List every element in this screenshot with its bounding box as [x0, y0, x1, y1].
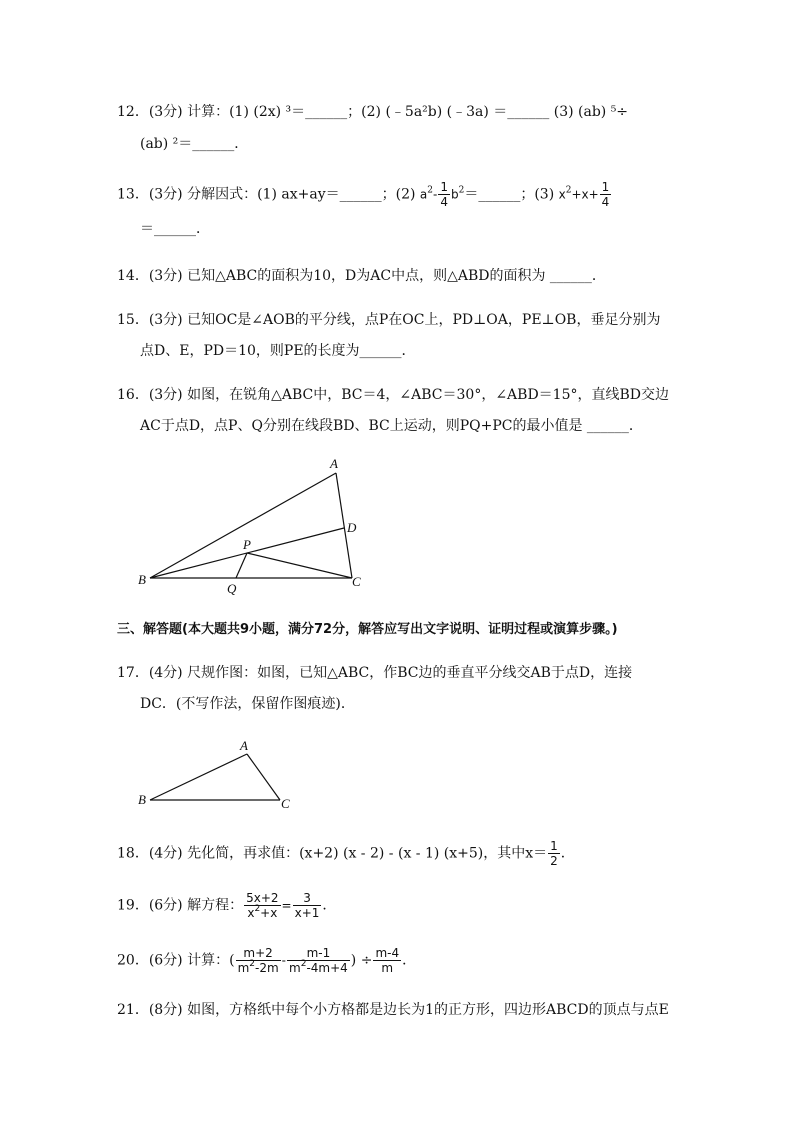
q13-p2-a: a [419, 187, 428, 202]
q17-segment-ac [247, 754, 280, 800]
q20-suffix: ． [402, 952, 417, 969]
q19-left-den-rest: +x [260, 906, 278, 920]
q20-prefix: 20．(6分) 计算：( [117, 952, 235, 969]
q16-label-q: Q [227, 581, 237, 596]
q13-p2-sup1: 2 [427, 185, 433, 196]
q18-line [117, 839, 575, 868]
q16-label-a: A [330, 456, 338, 471]
q16-segment-pq [236, 553, 247, 578]
q19-left-den-sup: 2 [254, 904, 261, 914]
q13-line1 [117, 180, 612, 209]
q17-segment-ba [150, 754, 247, 800]
q13-p2-sup2: 2 [458, 185, 465, 196]
q19-suffix: ． [322, 897, 337, 914]
q20-c-den: m [381, 961, 394, 975]
q17-label-c: C [281, 796, 290, 811]
q16-line1: 16．(3分) 如图，在锐角△ABC中，BC＝4，∠ABC＝30°，∠ABD＝15°，直线BD交边 [117, 387, 669, 403]
q13-p3-rest: +x+ [571, 187, 599, 202]
q17-line2: DC．(不写作法，保留作图痕迹)． [140, 696, 355, 712]
q18-den: 2 [550, 854, 558, 868]
q19-equals: = [281, 898, 292, 913]
q18-prefix: 18．(4分) 先化简，再求值：(x+2) (x - 2) - (x - 1) (x+5)，其中x＝ [117, 845, 548, 862]
q20-close: ) ÷ [350, 952, 373, 969]
q19-left-num: 5x+2 [246, 891, 279, 905]
q13-p3-num: 1 [601, 180, 610, 194]
q18-num: 1 [550, 839, 558, 853]
q13-p2-b: b [450, 187, 459, 202]
q19-right-fraction [293, 891, 322, 920]
q13-p3-x: x [558, 187, 566, 202]
q13-p3-den: 4 [601, 195, 610, 209]
q13-line2: ＝______． [140, 221, 210, 237]
q19-left-fraction [244, 891, 280, 920]
q16-label-b: B [138, 572, 146, 587]
q20-fraction-a [236, 946, 281, 975]
q20-line [117, 946, 416, 975]
q14-line: 14．(3分) 已知△ABC的面积为10，D为AC中点，则△ABD的面积为 ______． [117, 268, 606, 284]
q16-line2: AC于点D，点P、Q分别在线段BD、BC上运动，则PQ+PC的最小值是 ______． [140, 418, 643, 434]
q17-figure [130, 730, 300, 815]
q20-b-den-sup: 2 [300, 959, 307, 969]
q16-label-p: P [243, 537, 251, 552]
q16-label-d: D [347, 520, 357, 535]
q20-a-den-sup: 2 [249, 959, 255, 969]
q19-left-den-x: x [247, 906, 255, 920]
q19-prefix: 19．(6分) 解方程： [117, 897, 244, 914]
q15-line1: 15．(3分) 已知OC是∠AOB的平分线，点P在OC上，PD⊥OA，PE⊥OB，垂足分别为 [117, 312, 661, 328]
q16-segment-pc [247, 553, 352, 578]
q13-p2-minus: - [432, 187, 438, 202]
q20-minus: - [281, 953, 286, 968]
q20-fraction-b [287, 946, 350, 975]
q19-right-num: 3 [293, 891, 322, 906]
section-3-title: 三、解答题(本大题共9小题，满分72分，解答应写出文字说明、证明过程或演算步骤。) [117, 622, 618, 637]
q13-prefix: 13．(3分) 分解因式：(1) ax+ay＝______；(2) [117, 186, 420, 203]
q20-fraction-c [373, 946, 401, 975]
q17-label-a: A [240, 738, 248, 753]
q20-b-den [287, 961, 350, 975]
q20-a-den-m: m [237, 961, 250, 975]
q13-p2-after: ＝______；(3) [464, 186, 559, 203]
q20-b-den-rest: -4m+4 [306, 961, 348, 975]
q16-label-c: C [352, 574, 361, 589]
q13-p3-sup: 2 [565, 185, 572, 196]
q18-fraction [548, 839, 560, 868]
q19-right-den: x+1 [294, 906, 320, 920]
q20-c-num: m-4 [375, 946, 400, 960]
q20-a-den-rest: -2m [255, 961, 279, 975]
q15-line2: 点D、E，PD＝10，则PE的长度为______． [140, 343, 416, 359]
q20-a-den [236, 961, 281, 975]
q16-figure [130, 450, 380, 600]
q18-suffix: ． [560, 845, 575, 862]
q17-label-b: B [138, 792, 146, 807]
q20-a-num: m+2 [236, 946, 281, 961]
q12-line2: (ab) ²＝______． [140, 136, 249, 152]
q20-b-den-m: m [289, 961, 301, 975]
q20-b-num: m-1 [287, 946, 350, 961]
q21-line1: 21．(8分) 如图，方格纸中每个小方格都是边长为1的正方形，四边形ABCD的顶点与点E [117, 1002, 669, 1018]
q13-p2-num: 1 [440, 180, 448, 194]
q19-left-den [244, 906, 280, 920]
q12-line1: 12．(3分) 计算：(1) (2x) ³＝______；(2) (﹣5a²b) (﹣3a) ＝______ (3) (ab) ⁵÷ [117, 104, 629, 120]
q19-line [117, 891, 336, 920]
q13-p2-den: 4 [440, 195, 448, 209]
q17-line1: 17．(4分) 尺规作图：如图，已知△ABC，作BC边的垂直平分线交AB于点D，连接 [117, 665, 633, 681]
q13-p2-fraction [438, 180, 450, 209]
q13-p3-fraction [600, 180, 612, 209]
